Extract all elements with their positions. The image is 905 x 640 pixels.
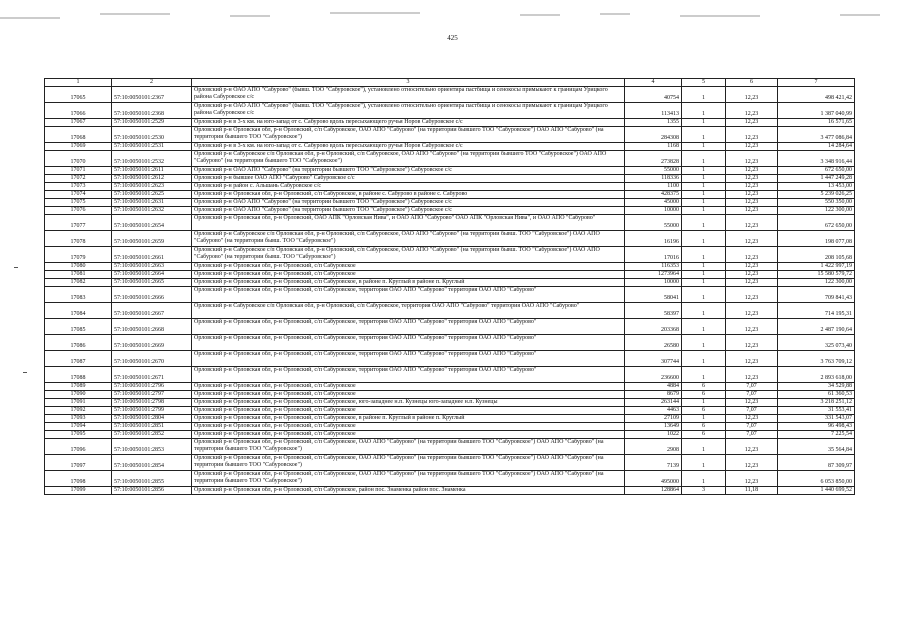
area-value: 17016 — [625, 247, 682, 263]
cadastral-number: 57:10:0050101:2611 — [112, 167, 192, 175]
cadastral-number: 57:10:0050101:2853 — [112, 439, 192, 455]
location-description: Орловский р-н Орловская обл, р-н Орловский, с/п Сабуровское, ОАО АПО "Сабурово" (на территории бывшего ТОО "Сабуровское") ОАО АПО "Сабурово" (на территории бывшего ТОО "Сабуровское") — [192, 471, 625, 487]
location-description: Орловский р-н Орловская обл, р-н Орловский, с/п Сабуровское, ОАО АПО "Сабурово" (на территории бывшего ТОО "Сабуровское") ОАО АПО "Сабурово" (на территории бывшего ТОО "Сабуровское") — [192, 127, 625, 143]
specific-value: 12,23 — [726, 103, 778, 119]
row-number: 17087 — [45, 351, 112, 367]
row-number: 17073 — [45, 183, 112, 191]
category-code: 1 — [682, 207, 726, 215]
cadastral-number: 57:10:0050101:2797 — [112, 391, 192, 399]
cadastral-value: 35 564,84 — [778, 439, 855, 455]
location-description: Орловский р-н ОАО АПО "Сабурово" (на территории бывшего ТОО "Сабуровское") Сабуровское с/с — [192, 207, 625, 215]
category-code: 1 — [682, 143, 726, 151]
cadastral-value: 3 218 251,12 — [778, 399, 855, 407]
category-code: 1 — [682, 439, 726, 455]
cadastral-number: 57:10:0050101:2623 — [112, 183, 192, 191]
area-value: 1100 — [625, 183, 682, 191]
cadastral-value: 325 073,40 — [778, 335, 855, 351]
cadastral-number: 57:10:0050101:2666 — [112, 287, 192, 303]
cadastral-value: 122 300,00 — [778, 279, 855, 287]
row-number: 17099 — [45, 487, 112, 495]
cadastral-value: 7 225,54 — [778, 431, 855, 439]
table-row — [45, 271, 855, 279]
cadastral-value: 208 105,68 — [778, 247, 855, 263]
specific-value: 12,23 — [726, 303, 778, 319]
table-row — [45, 455, 855, 471]
cadastral-number: 57:10:0050101:2796 — [112, 383, 192, 391]
location-description: Орловский р-н Орловская обл, р-н Орловский, с/п Сабуровское, район пос. Знаменка район пос. Знаменка — [192, 487, 625, 495]
row-number: 17070 — [45, 151, 112, 167]
row-number: 17072 — [45, 175, 112, 183]
cadastral-value: 31 553,41 — [778, 407, 855, 415]
location-description: Орловский р-н Орловская обл, р-н Орловский, с/п Сабуровское, в районе п. Круглый в районе п. Круглый — [192, 415, 625, 423]
table-row — [45, 247, 855, 263]
table-row — [45, 231, 855, 247]
location-description: Орловский р-н Орловская обл, р-н Орловский, с/п Сабуровское, в районе п. Круглый в районе п. Круглый — [192, 279, 625, 287]
header-col-2: 2 — [112, 79, 192, 87]
area-value: 2908 — [625, 439, 682, 455]
row-number: 17095 — [45, 431, 112, 439]
cadastral-number: 57:10:0050101:2671 — [112, 367, 192, 383]
row-number: 17076 — [45, 207, 112, 215]
cadastral-number: 57:10:0050101:2659 — [112, 231, 192, 247]
location-description: Орловский р-н Сабуровское с/п Орловская обл, р-н Орловский, с/п Сабуровское, территория ОАО АПО "Сабурово" территория ОАО АПО "Сабурово" — [192, 303, 625, 319]
location-description: Орловский р-н ОАО АПО "Сабурово" (бывш. ТОО "Сабуровское"), установлено относительно ориентира пастбища и сенокосы примыкают к границам Урицкого района Сабуровское с/с — [192, 103, 625, 119]
area-value: 116353 — [625, 263, 682, 271]
table-row — [45, 175, 855, 183]
area-value: 26580 — [625, 335, 682, 351]
cadastral-number: 57:10:0050101:2855 — [112, 471, 192, 487]
category-code: 1 — [682, 415, 726, 423]
category-code: 6 — [682, 391, 726, 399]
row-number: 17068 — [45, 127, 112, 143]
cadastral-number: 57:10:0050101:2851 — [112, 423, 192, 431]
cadastral-number: 57:10:0050101:2367 — [112, 87, 192, 103]
cadastral-value: 331 543,07 — [778, 415, 855, 423]
location-description: Орловский р-н Орловская обл, р-н Орловский, с/п Сабуровское, в районе с. Сабурово в районе с. Сабурово — [192, 191, 625, 199]
specific-value: 12,23 — [726, 439, 778, 455]
row-number: 17080 — [45, 263, 112, 271]
location-description: Орловский р-н ОАО АПО "Сабурово" (на территории бывшего ТОО "Сабуровское") Сабуровское с/с — [192, 199, 625, 207]
area-value: 40754 — [625, 87, 682, 103]
cadastral-number: 57:10:0050101:2852 — [112, 431, 192, 439]
category-code: 1 — [682, 151, 726, 167]
cadastral-value: 672 650,00 — [778, 167, 855, 175]
area-value: 113413 — [625, 103, 682, 119]
cadastral-number: 57:10:0050101:2668 — [112, 319, 192, 335]
location-description: Орловский р-н Орловская обл, р-н Орловский, с/п Сабуровское — [192, 391, 625, 399]
header-col-1: 1 — [45, 79, 112, 87]
category-code: 1 — [682, 167, 726, 175]
area-value: 118336 — [625, 175, 682, 183]
table-row — [45, 103, 855, 119]
area-value: 273828 — [625, 151, 682, 167]
table-row — [45, 183, 855, 191]
row-number: 17084 — [45, 303, 112, 319]
cadastral-number: 57:10:0050101:2530 — [112, 127, 192, 143]
specific-value: 12,23 — [726, 271, 778, 279]
area-value: 1355 — [625, 119, 682, 127]
location-description: Орловский р-н Сабуровское с/п Орловская обл, р-н Орловский, с/п Сабуровское, ОАО АПО "Сабурово" (на территории бывшего ТОО "Сабуровское") ОАО АПО "Сабурово" (на территории бывшего ТОО "Сабуровское") — [192, 151, 625, 167]
header-col-3: 3 — [192, 79, 625, 87]
location-description: Орловский р-н Орловская обл, р-н Орловский, с/п Сабуровское — [192, 431, 625, 439]
table-row — [45, 407, 855, 415]
specific-value: 7,07 — [726, 383, 778, 391]
category-code: 3 — [682, 487, 726, 495]
cadastral-value: 1 387 040,99 — [778, 103, 855, 119]
row-number: 17079 — [45, 247, 112, 263]
cadastral-number: 57:10:0050101:2631 — [112, 199, 192, 207]
location-description: Орловский р-н Орловская обл, р-н Орловский, с/п Сабуровское, территория ОАО АПО "Сабурово" территория ОАО АПО "Сабурово" — [192, 367, 625, 383]
table-row — [45, 383, 855, 391]
table-row — [45, 279, 855, 287]
cadastral-number: 57:10:0050101:2663 — [112, 263, 192, 271]
cadastral-value: 714 195,31 — [778, 303, 855, 319]
location-description: Орловский р-н Орловская обл, р-н Орловский, ОАО АПК "Орловская Нива", и ОАО АПО "Сабурово" ОАО АПК "Орловская Нива", и ОАО АПО "Сабурово" — [192, 215, 625, 231]
category-code: 6 — [682, 423, 726, 431]
cadastral-value: 15 580 579,72 — [778, 271, 855, 279]
location-description: Орловский р-н Орловская обл, р-н Орловский, с/п Сабуровское, ОАО АПО "Сабурово" (на территории бывшего ТОО "Сабуровское") ОАО АПО "Сабурово" (на территории бывшего ТОО "Сабуровское") — [192, 439, 625, 455]
row-number: 17097 — [45, 455, 112, 471]
category-code: 1 — [682, 351, 726, 367]
specific-value: 12,23 — [726, 335, 778, 351]
area-value: 8679 — [625, 391, 682, 399]
specific-value: 12,23 — [726, 287, 778, 303]
specific-value: 12,23 — [726, 471, 778, 487]
header-col-4: 4 — [625, 79, 682, 87]
cadastral-number: 57:10:0050101:2664 — [112, 271, 192, 279]
table-row — [45, 87, 855, 103]
cadastral-value: 2 893 618,00 — [778, 367, 855, 383]
area-value: 58041 — [625, 287, 682, 303]
cadastral-value: 13 453,00 — [778, 183, 855, 191]
location-description: Орловский р-н ОАО АПО "Сабурово" (на территории бывшего ТОО "Сабуровское") Сабуровское с/с — [192, 167, 625, 175]
cadastral-number: 57:10:0050101:2804 — [112, 415, 192, 423]
row-number: 17071 — [45, 167, 112, 175]
area-value: 203368 — [625, 319, 682, 335]
row-number: 17066 — [45, 103, 112, 119]
category-code: 1 — [682, 215, 726, 231]
specific-value: 7,07 — [726, 423, 778, 431]
category-code: 6 — [682, 383, 726, 391]
cadastral-value: 96 498,43 — [778, 423, 855, 431]
cadastral-value: 1 440 699,52 — [778, 487, 855, 495]
cadastral-value: 709 841,43 — [778, 287, 855, 303]
cadastral-value: 1 422 997,19 — [778, 263, 855, 271]
table-row — [45, 439, 855, 455]
header-col-5: 5 — [682, 79, 726, 87]
table-row — [45, 391, 855, 399]
area-value: 4463 — [625, 407, 682, 415]
table-row — [45, 471, 855, 487]
specific-value: 12,23 — [726, 263, 778, 271]
cadastral-number: 57:10:0050101:2799 — [112, 407, 192, 415]
area-value: 284308 — [625, 127, 682, 143]
area-value: 428375 — [625, 191, 682, 199]
location-description: Орловский р-н Орловская обл, р-н Орловский, с/п Сабуровское — [192, 263, 625, 271]
location-description: Орловский р-н район с. Альшань Сабуровское с/с — [192, 183, 625, 191]
category-code: 1 — [682, 119, 726, 127]
area-value: 55000 — [625, 215, 682, 231]
cadastral-number: 57:10:0050101:2625 — [112, 191, 192, 199]
category-code: 1 — [682, 183, 726, 191]
margin-mark — [14, 267, 18, 268]
table-row — [45, 207, 855, 215]
specific-value: 12,23 — [726, 415, 778, 423]
cadastral-number: 57:10:0050101:2632 — [112, 207, 192, 215]
cadastral-value: 34 529,88 — [778, 383, 855, 391]
specific-value: 12,23 — [726, 151, 778, 167]
specific-value: 12,23 — [726, 367, 778, 383]
area-value: 1168 — [625, 143, 682, 151]
category-code: 1 — [682, 271, 726, 279]
cadastral-number: 57:10:0050101:2612 — [112, 175, 192, 183]
table-row — [45, 215, 855, 231]
table-body — [45, 87, 855, 495]
location-description: Орловский р-н ОАО АПО "Сабурово" (бывш. ТОО "Сабуровское"), установлено относительно ориентира пастбища и сенокосы примыкают к границам Урицкого района Сабуровское с/с — [192, 87, 625, 103]
cadastral-number: 57:10:0050101:2661 — [112, 247, 192, 263]
cadastral-number: 57:10:0050101:2670 — [112, 351, 192, 367]
location-description: Орловский р-н Сабуровское с/п Орловская обл, р-н Орловский, с/п Сабуровское, ОАО АПО "Сабурово" (на территории бывш. ТОО "Сабуровское") ОАО АПО "Сабурово" (на территории бывш. ТОО "Сабуровское") — [192, 231, 625, 247]
table-row — [45, 319, 855, 335]
specific-value: 12,23 — [726, 127, 778, 143]
cadastral-number: 57:10:0050101:2667 — [112, 303, 192, 319]
table-row — [45, 143, 855, 151]
table-row — [45, 127, 855, 143]
table-row — [45, 119, 855, 127]
cadastral-value: 16 571,65 — [778, 119, 855, 127]
location-description: Орловский р-н Орловская обл, р-н Орловский, с/п Сабуровское — [192, 383, 625, 391]
row-number: 17093 — [45, 415, 112, 423]
location-description: Орловский р-н бывшее ОАО АПО "Сабурово" Сабуровское с/с — [192, 175, 625, 183]
cadastral-value: 198 077,08 — [778, 231, 855, 247]
row-number: 17082 — [45, 279, 112, 287]
cadastral-value: 14 284,64 — [778, 143, 855, 151]
specific-value: 12,23 — [726, 143, 778, 151]
category-code: 1 — [682, 287, 726, 303]
table-row — [45, 351, 855, 367]
specific-value: 12,23 — [726, 119, 778, 127]
category-code: 1 — [682, 367, 726, 383]
area-value: 10000 — [625, 207, 682, 215]
specific-value: 12,23 — [726, 455, 778, 471]
cadastral-number: 57:10:0050101:2854 — [112, 455, 192, 471]
cadastral-value: 2 487 190,64 — [778, 319, 855, 335]
specific-value: 12,23 — [726, 175, 778, 183]
row-number: 17074 — [45, 191, 112, 199]
category-code: 6 — [682, 431, 726, 439]
header-row — [45, 79, 855, 87]
page-number: 425 — [447, 34, 458, 42]
area-value: 263144 — [625, 399, 682, 407]
specific-value: 12,23 — [726, 87, 778, 103]
category-code: 6 — [682, 407, 726, 415]
row-number: 17092 — [45, 407, 112, 415]
row-number: 17067 — [45, 119, 112, 127]
area-value: 307744 — [625, 351, 682, 367]
area-value: 10000 — [625, 279, 682, 287]
cadastral-number: 57:10:0050101:2368 — [112, 103, 192, 119]
cadastral-number: 57:10:0050101:2531 — [112, 143, 192, 151]
cadastral-number: 57:10:0050101:2654 — [112, 215, 192, 231]
specific-value: 12,23 — [726, 279, 778, 287]
row-number: 17077 — [45, 215, 112, 231]
row-number: 17098 — [45, 471, 112, 487]
row-number: 17088 — [45, 367, 112, 383]
specific-value: 12,23 — [726, 231, 778, 247]
area-value: 128864 — [625, 487, 682, 495]
area-value: 495000 — [625, 471, 682, 487]
cadastral-value: 61 360,53 — [778, 391, 855, 399]
category-code: 1 — [682, 319, 726, 335]
area-value: 16196 — [625, 231, 682, 247]
cadastral-number: 57:10:0050101:2856 — [112, 487, 192, 495]
row-number: 17075 — [45, 199, 112, 207]
category-code: 1 — [682, 399, 726, 407]
area-value: 55000 — [625, 167, 682, 175]
cadastral-number: 57:10:0050101:2798 — [112, 399, 192, 407]
area-value: 13649 — [625, 423, 682, 431]
location-description: Орловский р-н Орловская обл, р-н Орловский, с/п Сабуровское, территория ОАО АПО "Сабурово" территория ОАО АПО "Сабурово" — [192, 335, 625, 351]
table-row — [45, 415, 855, 423]
specific-value: 12,23 — [726, 167, 778, 175]
cadastral-value: 6 053 850,00 — [778, 471, 855, 487]
cadastral-value: 87 309,97 — [778, 455, 855, 471]
specific-value: 12,23 — [726, 319, 778, 335]
category-code: 1 — [682, 191, 726, 199]
specific-value: 7,07 — [726, 391, 778, 399]
cadastral-value: 1 447 249,28 — [778, 175, 855, 183]
location-description: Орловский р-н Орловская обл, р-н Орловский, с/п Сабуровское, территория ОАО АПО "Сабурово" территория ОАО АПО "Сабурово" — [192, 319, 625, 335]
specific-value: 11,18 — [726, 487, 778, 495]
specific-value: 12,23 — [726, 191, 778, 199]
specific-value: 12,23 — [726, 215, 778, 231]
cadastral-value: 550 350,00 — [778, 199, 855, 207]
row-number: 17069 — [45, 143, 112, 151]
cadastral-value: 672 650,00 — [778, 215, 855, 231]
area-value: 7139 — [625, 455, 682, 471]
row-number: 17090 — [45, 391, 112, 399]
area-value: 1273964 — [625, 271, 682, 279]
table-row — [45, 487, 855, 495]
category-code: 1 — [682, 263, 726, 271]
location-description: Орловский р-н Сабуровское с/п Орловская обл, р-н Орловский, с/п Сабуровское, ОАО АПО "Сабурово" (на территории бывш. ТОО "Сабуровское") ОАО АПО "Сабурово" (на территории бывш. ТОО "Сабуровское") — [192, 247, 625, 263]
row-number: 17089 — [45, 383, 112, 391]
location-description: Орловский р-н Орловская обл, р-н Орловский, с/п Сабуровское — [192, 407, 625, 415]
table-row — [45, 151, 855, 167]
category-code: 1 — [682, 103, 726, 119]
cadastral-number: 57:10:0050101:2669 — [112, 335, 192, 351]
area-value: 27109 — [625, 415, 682, 423]
area-value: 4884 — [625, 383, 682, 391]
specific-value: 12,23 — [726, 199, 778, 207]
location-description: Орловский р-н Орловская обл, р-н Орловский, с/п Сабуровское, территория ОАО АПО "Сабурово" территория ОАО АПО "Сабурово" — [192, 287, 625, 303]
row-number: 17065 — [45, 87, 112, 103]
category-code: 1 — [682, 175, 726, 183]
cadastral-value: 122 300,00 — [778, 207, 855, 215]
area-value: 1022 — [625, 431, 682, 439]
category-code: 1 — [682, 471, 726, 487]
location-description: Орловский р-н Орловская обл, р-н Орловский, с/п Сабуровское, ОАО АПО "Сабурово" (на территории бывшего ТОО "Сабуровское") ОАО АПО "Сабурово" (на территории бывшего ТОО "Сабуровское") — [192, 455, 625, 471]
row-number: 17096 — [45, 439, 112, 455]
specific-value: 7,07 — [726, 431, 778, 439]
specific-value: 7,07 — [726, 407, 778, 415]
category-code: 1 — [682, 279, 726, 287]
row-number: 17078 — [45, 231, 112, 247]
table-row — [45, 191, 855, 199]
cadastral-number: 57:10:0050101:2529 — [112, 119, 192, 127]
row-number: 17081 — [45, 271, 112, 279]
area-value: 58397 — [625, 303, 682, 319]
table-row — [45, 423, 855, 431]
table-row — [45, 167, 855, 175]
location-description: Орловский р-н в 3-х км. на юго-запад от с. Сабурово вдоль пересыхающего ручья Норов Сабуровское с/с — [192, 143, 625, 151]
location-description: Орловский р-н Орловская обл, р-н Орловский, с/п Сабуровское, территория ОАО АПО "Сабурово" территория ОАО АПО "Сабурово" — [192, 351, 625, 367]
specific-value: 12,23 — [726, 351, 778, 367]
area-value: 236600 — [625, 367, 682, 383]
category-code: 1 — [682, 247, 726, 263]
header-col-7: 7 — [778, 79, 855, 87]
row-number: 17085 — [45, 319, 112, 335]
row-number: 17086 — [45, 335, 112, 351]
table-row — [45, 199, 855, 207]
area-value: 45000 — [625, 199, 682, 207]
row-number: 17091 — [45, 399, 112, 407]
category-code: 1 — [682, 231, 726, 247]
specific-value: 12,23 — [726, 183, 778, 191]
table-row — [45, 367, 855, 383]
land-registry-table — [44, 78, 855, 495]
category-code: 1 — [682, 455, 726, 471]
table-row — [45, 335, 855, 351]
table-row — [45, 263, 855, 271]
category-code: 1 — [682, 87, 726, 103]
specific-value: 12,23 — [726, 247, 778, 263]
category-code: 1 — [682, 199, 726, 207]
cadastral-number: 57:10:0050101:2665 — [112, 279, 192, 287]
location-description: Орловский р-н Орловская обл, р-н Орловский, с/п Сабуровское — [192, 271, 625, 279]
category-code: 1 — [682, 303, 726, 319]
table-row — [45, 431, 855, 439]
cadastral-value: 3 348 916,44 — [778, 151, 855, 167]
location-description: Орловский р-н в 3-х км. на юго-запад от с. Сабурово вдоль пересыхающего ручья Норов Сабуровское с/с — [192, 119, 625, 127]
row-number: 17094 — [45, 423, 112, 431]
cadastral-value: 3 477 086,84 — [778, 127, 855, 143]
cadastral-number: 57:10:0050101:2532 — [112, 151, 192, 167]
cadastral-value: 498 421,42 — [778, 87, 855, 103]
specific-value: 12,23 — [726, 399, 778, 407]
location-description: Орловский р-н Орловская обл, р-н Орловский, с/п Сабуровское — [192, 423, 625, 431]
row-number: 17083 — [45, 287, 112, 303]
table-row — [45, 303, 855, 319]
table-row — [45, 399, 855, 407]
category-code: 1 — [682, 127, 726, 143]
category-code: 1 — [682, 335, 726, 351]
table-row — [45, 287, 855, 303]
cadastral-value: 3 763 709,12 — [778, 351, 855, 367]
header-col-6: 6 — [726, 79, 778, 87]
specific-value: 12,23 — [726, 207, 778, 215]
margin-mark — [23, 372, 27, 373]
location-description: Орловский р-н Орловская обл, р-н Орловский, с/п Сабуровское, юго-западнее н.п. Кузнецы юго-западнее н.п. Кузнецы — [192, 399, 625, 407]
cadastral-value: 5 239 026,25 — [778, 191, 855, 199]
